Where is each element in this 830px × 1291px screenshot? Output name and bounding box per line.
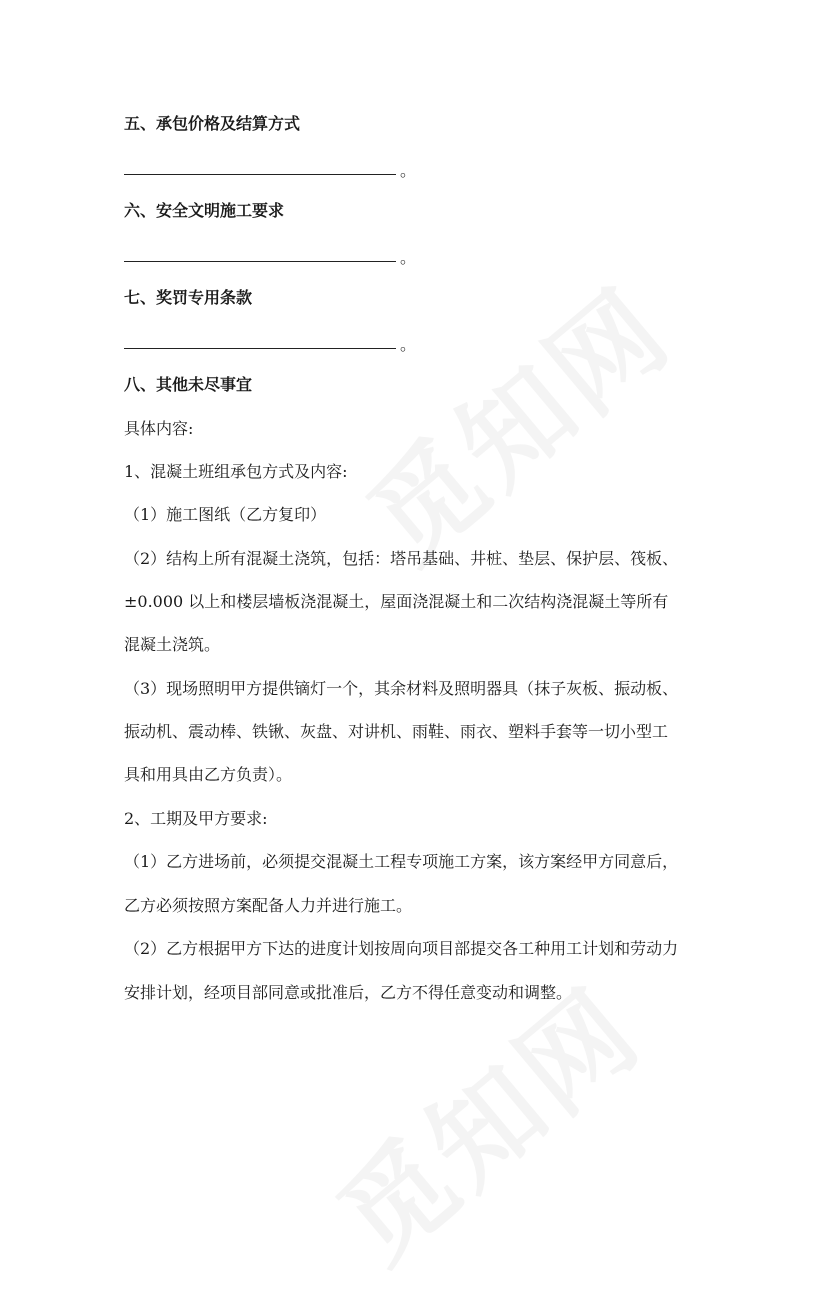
blank-period: 。 <box>400 248 417 267</box>
paragraph-line: （2）结构上所有混凝土浇筑，包括：塔吊基础、井桩、垫层、保护层、筏板、 <box>124 549 679 568</box>
paragraph-line: 振动机、震动棒、铁锹、灰盘、对讲机、雨鞋、雨衣、塑料手套等一切小型工 <box>124 722 669 741</box>
paragraph-line: 具体内容: <box>124 419 194 438</box>
section-heading-other-matters: 八、其他未尽事宜 <box>124 375 253 394</box>
paragraph-line: （2）乙方根据甲方下达的进度计划按周向项目部提交各工种用工计划和劳动力 <box>124 939 679 958</box>
paragraph-line: 安排计划，经项目部同意或批准后，乙方不得任意变动和调整。 <box>124 983 573 1002</box>
paragraph-line: 1、混凝土班组承包方式及内容: <box>124 462 348 481</box>
paragraph-line: （1）乙方进场前，必须提交混凝土工程专项施工方案，该方案经甲方同意后， <box>124 852 679 871</box>
paragraph-line: ±0.000 以上和楼层墙板浇混凝土，屋面浇混凝土和二次结构浇混凝土等所有 <box>124 592 669 611</box>
blank-period: 。 <box>400 161 417 180</box>
paragraph-line: 具和用具由乙方负责）。 <box>124 765 293 784</box>
blank-period: 。 <box>400 335 417 354</box>
watermark-text <box>330 246 698 591</box>
blank-underline <box>124 348 396 349</box>
paragraph-line: （1）施工图纸（乙方复印） <box>124 505 327 524</box>
section-heading-price-settlement: 五、承包价格及结算方式 <box>124 114 301 133</box>
paragraph-line: 乙方必须按照方案配备人力并进行施工。 <box>124 896 413 915</box>
blank-underline <box>124 174 396 175</box>
blank-underline <box>124 261 396 262</box>
paragraph-line: （3）现场照明甲方提供镝灯一个，其余材料及照明器具（抹子灰板、振动板、 <box>124 679 679 698</box>
section-heading-rewards-penalties: 七、奖罚专用条款 <box>124 288 253 307</box>
paragraph-line: 混凝土浇筑。 <box>124 635 221 654</box>
paragraph-line: 2、工期及甲方要求: <box>124 809 268 828</box>
section-heading-safety: 六、安全文明施工要求 <box>124 201 285 220</box>
